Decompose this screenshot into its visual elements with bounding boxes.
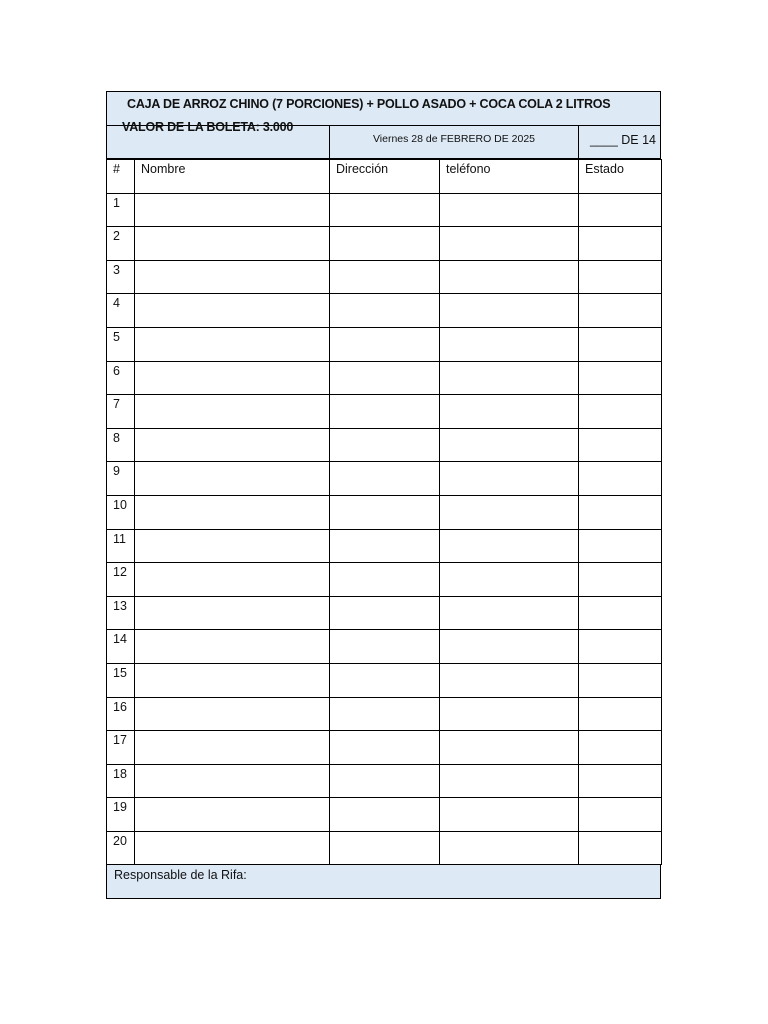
address-cell[interactable] [330, 462, 440, 496]
status-cell[interactable] [579, 395, 662, 429]
address-cell[interactable] [330, 731, 440, 765]
entries-table [106, 159, 662, 865]
address-cell[interactable] [330, 764, 440, 798]
address-cell[interactable] [330, 596, 440, 630]
name-cell[interactable] [135, 697, 330, 731]
address-cell[interactable] [330, 798, 440, 832]
status-cell[interactable] [579, 630, 662, 664]
phone-cell[interactable] [440, 663, 579, 697]
address-cell[interactable] [330, 630, 440, 664]
name-cell[interactable] [135, 327, 330, 361]
status-cell[interactable] [579, 428, 662, 462]
header-row [107, 160, 662, 194]
table-row [107, 294, 662, 328]
status-cell[interactable] [579, 361, 662, 395]
name-cell[interactable] [135, 630, 330, 664]
sheet-number-cell [579, 126, 660, 158]
ticket-value: VALOR DE LA BOLETA: 3.000 [122, 120, 294, 134]
name-cell[interactable] [135, 495, 330, 529]
phone-cell[interactable] [440, 294, 579, 328]
info-row [106, 120, 661, 159]
row-number: 13 [107, 596, 135, 630]
status-cell[interactable] [579, 260, 662, 294]
row-number: 20 [107, 831, 135, 865]
row-number: 18 [107, 764, 135, 798]
status-cell[interactable] [579, 663, 662, 697]
status-cell[interactable] [579, 831, 662, 865]
row-number: 9 [107, 462, 135, 496]
table-row [107, 563, 662, 597]
phone-cell[interactable] [440, 361, 579, 395]
phone-cell[interactable] [440, 529, 579, 563]
address-cell[interactable] [330, 361, 440, 395]
phone-cell[interactable] [440, 563, 579, 597]
table-row [107, 663, 662, 697]
address-cell[interactable] [330, 294, 440, 328]
address-cell[interactable] [330, 495, 440, 529]
table-row [107, 831, 662, 865]
table-row [107, 630, 662, 664]
status-cell[interactable] [579, 227, 662, 261]
address-cell[interactable] [330, 327, 440, 361]
row-number: 6 [107, 361, 135, 395]
responsible-label: Responsable de la Rifa: [114, 868, 247, 883]
address-cell[interactable] [330, 831, 440, 865]
table-row [107, 260, 662, 294]
name-cell[interactable] [135, 563, 330, 597]
row-number: 8 [107, 428, 135, 462]
phone-cell[interactable] [440, 260, 579, 294]
row-number: 1 [107, 193, 135, 227]
address-cell[interactable] [330, 529, 440, 563]
status-cell[interactable] [579, 529, 662, 563]
phone-cell[interactable] [440, 327, 579, 361]
name-cell[interactable] [135, 731, 330, 765]
status-cell[interactable] [579, 596, 662, 630]
table-row [107, 529, 662, 563]
phone-cell[interactable] [440, 831, 579, 865]
phone-cell[interactable] [440, 731, 579, 765]
name-cell[interactable] [135, 193, 330, 227]
phone-cell[interactable] [440, 193, 579, 227]
row-number: 15 [107, 663, 135, 697]
phone-cell[interactable] [440, 428, 579, 462]
status-cell[interactable] [579, 462, 662, 496]
status-cell[interactable] [579, 764, 662, 798]
name-cell[interactable] [135, 764, 330, 798]
table-row [107, 798, 662, 832]
row-number: 4 [107, 294, 135, 328]
table-row [107, 462, 662, 496]
name-cell[interactable] [135, 663, 330, 697]
status-cell[interactable] [579, 798, 662, 832]
row-number: 10 [107, 495, 135, 529]
column-header-name: Nombre [135, 160, 330, 194]
row-number: 16 [107, 697, 135, 731]
table-row [107, 596, 662, 630]
row-number: 2 [107, 227, 135, 261]
status-cell[interactable] [579, 731, 662, 765]
status-cell[interactable] [579, 294, 662, 328]
row-number: 12 [107, 563, 135, 597]
address-cell[interactable] [330, 663, 440, 697]
address-cell[interactable] [330, 563, 440, 597]
phone-cell[interactable] [440, 764, 579, 798]
table-row [107, 731, 662, 765]
footer-row [106, 865, 661, 899]
name-cell[interactable] [135, 294, 330, 328]
table-row [107, 327, 662, 361]
address-cell[interactable] [330, 227, 440, 261]
status-cell[interactable] [579, 193, 662, 227]
sheet-number: ____ DE 14 [589, 133, 656, 147]
address-cell[interactable] [330, 260, 440, 294]
address-cell[interactable] [330, 697, 440, 731]
name-cell[interactable] [135, 428, 330, 462]
ticket-value-cell [107, 120, 330, 158]
address-cell[interactable] [330, 193, 440, 227]
row-number: 14 [107, 630, 135, 664]
table-row [107, 697, 662, 731]
row-number: 7 [107, 395, 135, 429]
name-cell[interactable] [135, 798, 330, 832]
phone-cell[interactable] [440, 697, 579, 731]
name-cell[interactable] [135, 260, 330, 294]
row-number: 3 [107, 260, 135, 294]
phone-cell[interactable] [440, 462, 579, 496]
status-cell[interactable] [579, 495, 662, 529]
phone-cell[interactable] [440, 630, 579, 664]
address-cell[interactable] [330, 428, 440, 462]
row-number: 19 [107, 798, 135, 832]
entries-body [107, 193, 662, 865]
phone-cell[interactable] [440, 395, 579, 429]
column-header-status: Estado [579, 160, 662, 194]
phone-cell[interactable] [440, 596, 579, 630]
table-row [107, 361, 662, 395]
row-number: 17 [107, 731, 135, 765]
name-cell[interactable] [135, 831, 330, 865]
raffle-sheet [106, 91, 661, 899]
address-cell[interactable] [330, 395, 440, 429]
column-header-number: # [107, 160, 135, 194]
name-cell[interactable] [135, 462, 330, 496]
column-header-phone: teléfono [440, 160, 579, 194]
name-cell[interactable] [135, 227, 330, 261]
prize-title: CAJA DE ARROZ CHINO (7 PORCIONES) + POLLO ASADO + COCA COLA 2 LITROS [127, 97, 611, 111]
date-cell [330, 126, 579, 158]
name-cell[interactable] [135, 361, 330, 395]
column-header-address: Dirección [330, 160, 440, 194]
table-row [107, 227, 662, 261]
table-row [107, 495, 662, 529]
name-cell[interactable] [135, 529, 330, 563]
table-row [107, 428, 662, 462]
status-cell[interactable] [579, 327, 662, 361]
phone-cell[interactable] [440, 495, 579, 529]
table-row [107, 193, 662, 227]
table-row [107, 395, 662, 429]
table-row [107, 764, 662, 798]
status-cell[interactable] [579, 563, 662, 597]
name-cell[interactable] [135, 395, 330, 429]
draw-date: Viernes 28 de FEBRERO DE 2025 [372, 133, 536, 145]
name-cell[interactable] [135, 596, 330, 630]
row-number: 5 [107, 327, 135, 361]
row-number: 11 [107, 529, 135, 563]
phone-cell[interactable] [440, 798, 579, 832]
status-cell[interactable] [579, 697, 662, 731]
phone-cell[interactable] [440, 227, 579, 261]
